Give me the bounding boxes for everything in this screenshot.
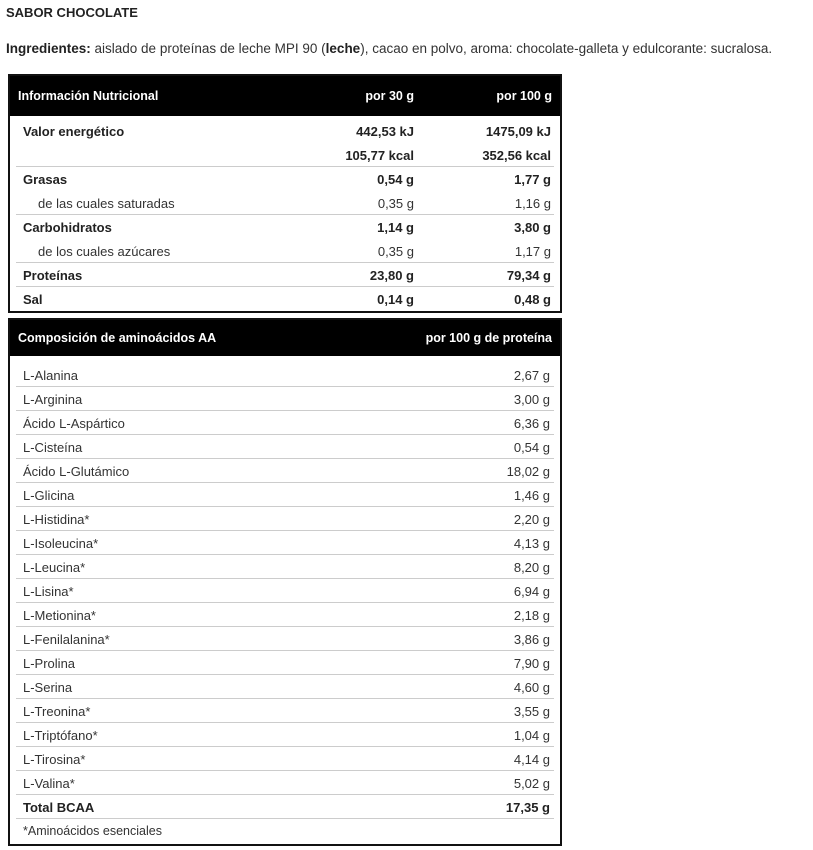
amino-acid-value: 3,00 g bbox=[513, 392, 550, 407]
nutrition-row bbox=[16, 263, 554, 287]
amino-row bbox=[16, 507, 554, 531]
amino-row bbox=[16, 603, 554, 627]
amino-acid-name: L-Valina* bbox=[23, 776, 75, 791]
value-per-30g: 0,14 g bbox=[377, 292, 414, 307]
ingredients-text-1: aislado de proteínas de leche MPI 90 ( bbox=[90, 41, 326, 56]
amino-acid-value: 17,35 g bbox=[505, 800, 550, 815]
amino-acid-name: Ácido L-Glutámico bbox=[23, 464, 130, 479]
amino-acid-name: L-Leucina* bbox=[23, 560, 86, 575]
amino-row bbox=[16, 459, 554, 483]
nutrient-name: Carbohidratos bbox=[23, 220, 112, 235]
flavor-title: SABOR CHOCOLATE bbox=[6, 5, 138, 20]
value-per-100g: 1,77 g bbox=[514, 172, 551, 187]
value-per-30g: 0,35 g bbox=[377, 196, 414, 211]
amino-row bbox=[16, 531, 554, 555]
amino-acid-value: 6,36 g bbox=[513, 416, 550, 431]
nutrition-row bbox=[16, 191, 554, 215]
amino-acid-name: L-Triptófano* bbox=[23, 728, 98, 743]
value-per-30g: 105,77 kcal bbox=[345, 148, 414, 163]
ingredients-allergen: leche bbox=[325, 41, 361, 56]
amino-acid-name: L-Tirosina* bbox=[23, 752, 86, 767]
amino-table-body bbox=[10, 356, 560, 843]
value-per-30g: 442,53 kJ bbox=[356, 124, 414, 139]
value-per-30g: 1,14 g bbox=[377, 220, 414, 235]
nutrient-name: Proteínas bbox=[23, 268, 83, 283]
amino-acid-value: 3,86 g bbox=[513, 632, 550, 647]
amino-acid-value: 6,94 g bbox=[513, 584, 550, 599]
amino-acid-name: L-Glicina bbox=[23, 488, 75, 503]
amino-table-header bbox=[10, 320, 560, 356]
amino-acid-name: L-Histidina* bbox=[23, 512, 90, 527]
amino-acid-name: L-Metionina* bbox=[23, 608, 96, 623]
nutrient-name: de los cuales azúcares bbox=[38, 244, 171, 259]
nutrition-table-body bbox=[10, 116, 560, 311]
amino-acid-value: 5,02 g bbox=[513, 776, 550, 791]
amino-acid-name: Total BCAA bbox=[23, 800, 95, 815]
amino-acid-value: 3,55 g bbox=[513, 704, 550, 719]
amino-acid-value: 4,13 g bbox=[513, 536, 550, 551]
amino-acid-name: L-Alanina bbox=[23, 368, 78, 383]
amino-acid-name: L-Prolina bbox=[23, 656, 76, 671]
amino-acid-name: L-Isoleucina* bbox=[23, 536, 99, 551]
amino-row bbox=[16, 819, 554, 843]
value-per-100g: 1475,09 kJ bbox=[485, 124, 551, 139]
amino-acid-name: L-Treonina* bbox=[23, 704, 91, 719]
amino-acid-value: 18,02 g bbox=[506, 464, 550, 479]
nutrition-row bbox=[16, 287, 554, 311]
amino-row bbox=[16, 747, 554, 771]
amino-row bbox=[16, 771, 554, 795]
value-per-100g: 79,34 g bbox=[506, 268, 551, 283]
amino-row bbox=[16, 579, 554, 603]
nutrition-header-label: Información Nutricional bbox=[18, 89, 159, 103]
amino-acid-value: 0,54 g bbox=[513, 440, 550, 455]
amino-row bbox=[16, 795, 554, 819]
amino-acid-name: Ácido L-Aspártico bbox=[23, 416, 125, 431]
nutrition-row bbox=[16, 119, 554, 143]
amino-acid-value: 2,67 g bbox=[513, 368, 550, 383]
amino-acid-value: 1,46 g bbox=[513, 488, 550, 503]
nutrient-name: Valor energético bbox=[23, 124, 125, 139]
amino-row bbox=[16, 699, 554, 723]
amino-acid-value: 7,90 g bbox=[513, 656, 550, 671]
amino-acid-name: *Aminoácidos esenciales bbox=[23, 824, 162, 838]
amino-row bbox=[16, 627, 554, 651]
value-per-30g: 23,80 g bbox=[369, 268, 414, 283]
nutrition-row bbox=[16, 167, 554, 191]
nutrient-name: Sal bbox=[23, 292, 43, 307]
nutrition-row bbox=[16, 215, 554, 239]
ingredients-text-2: ), cacao en polvo, aroma: chocolate-galleta y edulcorante: sucralosa. bbox=[360, 41, 773, 56]
amino-acid-value: 8,20 g bbox=[513, 560, 550, 575]
amino-row bbox=[16, 387, 554, 411]
value-per-30g: 0,35 g bbox=[377, 244, 414, 259]
nutrition-header-30g: por 30 g bbox=[365, 89, 414, 103]
amino-row bbox=[16, 435, 554, 459]
amino-row bbox=[16, 555, 554, 579]
amino-row bbox=[16, 651, 554, 675]
nutrition-row bbox=[16, 143, 554, 167]
amino-acid-name: L-Cisteína bbox=[23, 440, 83, 455]
nutrient-name: de las cuales saturadas bbox=[38, 196, 175, 211]
amino-row bbox=[16, 723, 554, 747]
value-per-30g: 0,54 g bbox=[377, 172, 414, 187]
nutrition-header-100g: por 100 g bbox=[496, 89, 552, 103]
value-per-100g: 3,80 g bbox=[514, 220, 551, 235]
value-per-100g: 0,48 g bbox=[514, 292, 551, 307]
amino-header-label: Composición de aminoácidos AA bbox=[18, 331, 217, 345]
ingredients-label: Ingredientes: bbox=[6, 41, 91, 56]
amino-acid-value: 4,60 g bbox=[513, 680, 550, 695]
amino-row bbox=[16, 363, 554, 387]
amino-row bbox=[16, 411, 554, 435]
value-per-100g: 1,17 g bbox=[514, 244, 551, 259]
value-per-100g: 352,56 kcal bbox=[482, 148, 551, 163]
amino-acid-value: 2,20 g bbox=[513, 512, 550, 527]
nutrition-row bbox=[16, 239, 554, 263]
amino-acid-name: L-Lisina* bbox=[23, 584, 74, 599]
nutrient-name: Grasas bbox=[23, 172, 68, 187]
amino-acid-value: 2,18 g bbox=[513, 608, 550, 623]
amino-row bbox=[16, 483, 554, 507]
amino-acid-name: L-Arginina bbox=[23, 392, 83, 407]
amino-acid-name: L-Fenilalanina* bbox=[23, 632, 110, 647]
value-per-100g: 1,16 g bbox=[514, 196, 551, 211]
amino-row bbox=[16, 675, 554, 699]
amino-table bbox=[8, 318, 562, 846]
ingredients-line bbox=[6, 41, 772, 56]
nutrition-table bbox=[8, 74, 562, 313]
amino-acid-name: L-Serina bbox=[23, 680, 73, 695]
amino-acid-value: 1,04 g bbox=[513, 728, 550, 743]
amino-acid-value: 4,14 g bbox=[513, 752, 550, 767]
amino-header-per100: por 100 g de proteína bbox=[425, 331, 552, 345]
nutrition-table-header bbox=[10, 76, 560, 116]
